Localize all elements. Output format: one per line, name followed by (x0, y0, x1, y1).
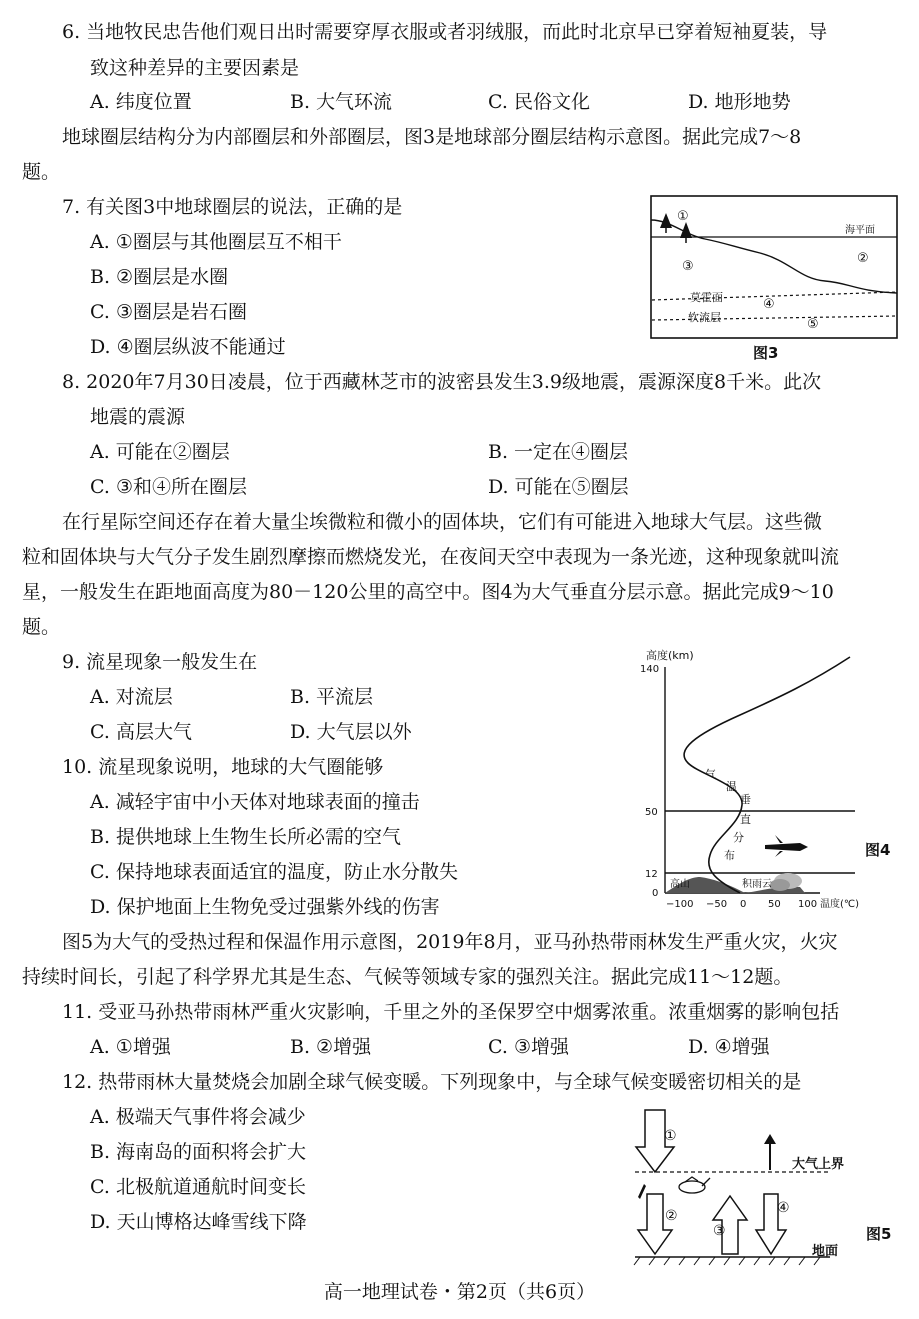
q6-option-b: B. 大气环流 (290, 91, 393, 113)
q7-stem: 7. 有关图3中地球圈层的说法，正确的是 (62, 196, 403, 218)
arrow-up-small (764, 1134, 776, 1170)
fig3-sea-level-label: 海平面 (845, 225, 875, 236)
q8-option-a: A. 可能在②圈层 (90, 441, 230, 463)
fig5-ground-hatch (634, 1257, 820, 1265)
intro-9-10-line4: 题。 (22, 616, 61, 638)
q8-option-c: C. ③和④所在圈层 (90, 476, 247, 498)
q12-option-a: A. 极端天气事件将会减少 (90, 1106, 306, 1128)
airplane-icon (765, 835, 808, 857)
fig4-xtick-50: 50 (768, 899, 781, 910)
q6-option-c: C. 民俗文化 (488, 91, 590, 113)
fig4-cloud-label: 积雨云 (742, 879, 772, 890)
q9-stem: 9. 流星现象一般发生在 (62, 651, 258, 673)
q12-option-b: B. 海南岛的面积将会扩大 (90, 1141, 307, 1163)
q9-option-d: D. 大气层以外 (290, 721, 412, 743)
q6-option-d: D. 地形地势 (688, 91, 791, 113)
fig5-ground-label: 地面 (812, 1244, 839, 1259)
arrow-2-ground-absorption (638, 1194, 672, 1254)
fig3-label-4: ④ (763, 297, 775, 312)
q7-option-b: B. ②圈层是水圈 (90, 266, 229, 288)
q7-option-d: D. ④圈层纵波不能通过 (90, 336, 286, 358)
fig5-label-3: ③ (713, 1223, 726, 1239)
q7-option-a: A. ①圈层与其他圈层互不相干 (90, 231, 342, 253)
fig4-mountain-label: 高山 (670, 879, 690, 890)
fig4-x-axis-label: 温度(℃) (820, 899, 860, 910)
q10-option-a: A. 减轻宇宙中小天体对地球表面的撞击 (90, 791, 420, 813)
fig5-caption: 图5 (866, 1225, 892, 1243)
q11-option-c: C. ③增强 (488, 1036, 569, 1058)
fig4-xtick-100: 100 (798, 899, 818, 910)
q8-stem-line2: 地震的震源 (90, 406, 186, 428)
fig5-label-2: ② (665, 1208, 678, 1224)
fig4-curve-label-6: 布 (724, 849, 735, 862)
fig3-label-2: ② (857, 251, 869, 266)
fig4-curve-label-3: 垂 (740, 793, 751, 806)
fig3-asthenosphere-label: 软流层 (688, 311, 721, 324)
q8-stem-line1: 8. 2020年7月30日凌晨，位于西藏林芝市的波密县发生3.9级地震，震源深度8千米。此次 (62, 371, 822, 393)
q6-stem-line2: 致这种差异的主要因素是 (90, 57, 300, 79)
fig3-label-5: ⑤ (807, 317, 819, 332)
fig3-label-1: ① (677, 209, 689, 224)
q8-option-d: D. 可能在⑤圈层 (488, 476, 629, 498)
q6-option-a: A. 纬度位置 (90, 91, 192, 113)
q10-option-c: C. 保持地球表面适宜的温度，防止水分散失 (90, 861, 458, 883)
fig4-curve-label-5: 分 (733, 831, 744, 844)
fig4-caption: 图4 (865, 841, 891, 859)
q12-option-d: D. 天山博格达峰雪线下降 (90, 1211, 307, 1233)
q11-option-b: B. ②增强 (290, 1036, 372, 1058)
q12-stem: 12. 热带雨林大量焚烧会加剧全球气候变暖。下列现象中，与全球气候变暖密切相关的是 (62, 1071, 802, 1093)
figure-5-heat-process (630, 1102, 910, 1270)
q6-stem-line1: 6. 当地牧民忠告他们观日出时需要穿厚衣服或者羽绒服，而此时北京早已穿着短袖夏装，导 (62, 21, 828, 43)
q9-option-b: B. 平流层 (290, 686, 374, 708)
q7-option-c: C. ③圈层是岩石圈 (90, 301, 247, 323)
intro-9-10-line2: 粒和固体块与大气分子发生剧烈摩擦而燃烧发光，在夜间天空中表现为一条光迹，这种现象就叫流 (22, 546, 840, 568)
q9-option-a: A. 对流层 (90, 686, 173, 708)
fig5-atmosphere-top-label: 大气上界 (792, 1157, 845, 1172)
intro-11-12-line1: 图5为大气的受热过程和保温作用示意图，2019年8月，亚马孙热带雨林发生严重火灾，火灾 (62, 931, 838, 953)
fig4-ytick-0: 0 (652, 888, 659, 899)
q8-option-b: B. 一定在④圈层 (488, 441, 629, 463)
fig3-moho-label: 莫霍面 (690, 291, 723, 304)
fig5-label-1: ① (664, 1128, 677, 1144)
fig3-caption: 图3 (753, 344, 779, 362)
q11-option-d: D. ④增强 (688, 1036, 770, 1058)
fig4-curve-label-4: 直 (740, 813, 751, 826)
q10-option-b: B. 提供地球上生物生长所必需的空气 (90, 826, 402, 848)
fig4-xtick-minus100: −100 (666, 899, 694, 910)
figure-3-earth-spheres (650, 195, 900, 365)
fig5-label-4: ④ (777, 1200, 790, 1216)
intro-11-12-line2: 持续时间长，引起了科学界尤其是生态、气候等领域专家的强烈关注。据此完成11～12题。 (22, 966, 793, 988)
page-footer: 高一地理试卷・第2页（共6页） (323, 1281, 596, 1303)
intro-9-10-line3: 星，一般发生在距地面高度为80－120公里的高空中。图4为大气垂直分层示意。据此完成9～10 (22, 581, 834, 603)
q11-stem: 11. 受亚马孙热带雨林严重火灾影响，千里之外的圣保罗空中烟雾浓重。浓重烟雾的影响包括 (62, 1001, 840, 1023)
fig4-ytick-140: 140 (640, 664, 660, 675)
q10-option-d: D. 保护地面上生物免受过强紫外线的伤害 (90, 896, 440, 918)
cloud-reflection-icon (679, 1177, 710, 1193)
intro-7-8-line2: 题。 (22, 161, 61, 183)
fig4-y-axis-label: 高度(km) (646, 649, 694, 662)
fig4-ytick-50: 50 (645, 807, 658, 818)
fig4-xtick-0: 0 (740, 899, 747, 910)
fig4-curve-label-1: 气 (705, 768, 716, 781)
q11-option-a: A. ①增强 (90, 1036, 171, 1058)
fig4-ytick-12: 12 (645, 869, 658, 880)
fig4-curve-label-2: 温 (726, 780, 737, 793)
q12-option-c: C. 北极航道通航时间变长 (90, 1176, 306, 1198)
q10-stem: 10. 流星现象说明，地球的大气圈能够 (62, 756, 384, 778)
intro-7-8-line1: 地球圈层结构分为内部圈层和外部圈层，图3是地球部分圈层结构示意图。据此完成7～8 (62, 126, 802, 148)
intro-9-10-line1: 在行星际空间还存在着大量尘埃微粒和微小的固体块，它们有可能进入地球大气层。这些微 (62, 511, 823, 533)
fig3-label-3: ③ (682, 259, 694, 274)
pencil-mark-icon (638, 1184, 646, 1199)
figure-4-atmosphere-layers (630, 645, 910, 915)
fig4-xtick-minus50: −50 (706, 899, 728, 910)
q9-option-c: C. 高层大气 (90, 721, 192, 743)
